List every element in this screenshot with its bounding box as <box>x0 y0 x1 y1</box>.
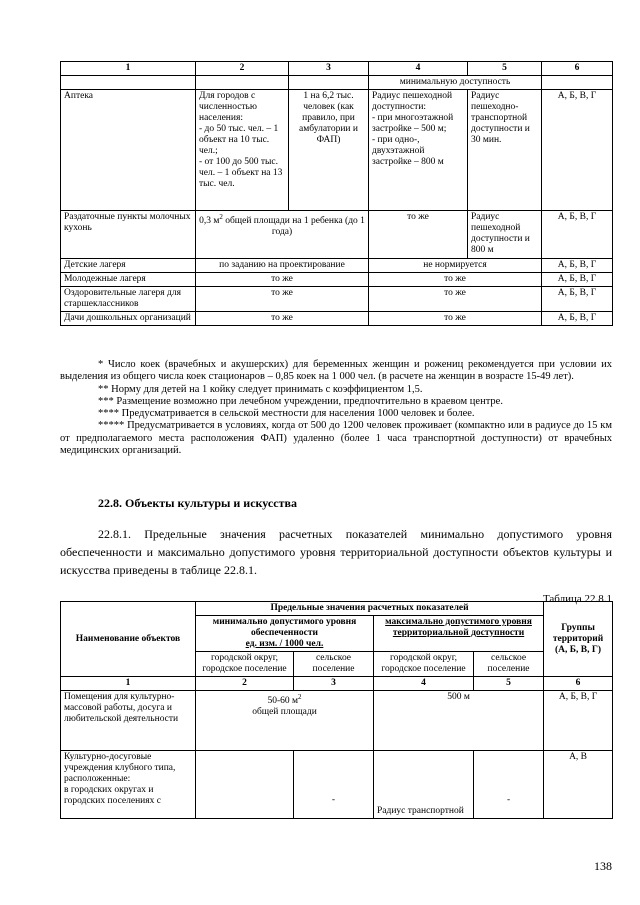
col-num: 2 <box>196 677 294 691</box>
col-num: 4 <box>369 62 468 76</box>
cell: - <box>474 751 544 819</box>
cell: Радиус транспортной <box>374 751 474 819</box>
cell: - <box>294 751 374 819</box>
footnote: * Число коек (врачебных и акушерских) для беременных женщин и рожениц рекомендуется при условии их выделения из общего числа коек стационаров – 0,85 коек на 1 000 чел. (в расчете на женщин в возрасте 15-49 лет). <box>60 359 612 383</box>
cell: не нормируется <box>369 259 542 273</box>
column-number-row <box>61 677 613 691</box>
row-name: Детские лагеря <box>61 259 196 273</box>
cell: 500 м <box>374 691 544 751</box>
table-row <box>61 273 613 287</box>
cell: А, Б, В, Г <box>544 691 613 751</box>
footnote: **** Предусматривается в сельской местности для населения 1000 человек и более. <box>98 408 475 420</box>
cell: то же <box>369 287 542 312</box>
row-name: Молодежные лагеря <box>61 273 196 287</box>
cell: А, Б, В, Г <box>542 211 613 259</box>
header-territory: Группы территорий (А, Б, В, Г) <box>544 602 613 677</box>
header-name: Наименование объектов <box>61 602 196 677</box>
header-min: минимально допустимого уровня обеспеченности ед. изм. / 1000 чел. <box>196 616 374 652</box>
cell: то же <box>369 273 542 287</box>
header-group: Предельные значения расчетных показателей <box>196 602 544 616</box>
row-name: Помещения для культурно-массовой работы, досуга и любительской деятельности <box>61 691 196 751</box>
col-num: 4 <box>374 677 474 691</box>
header-max: максимально допустимого уровня территориальной доступности <box>374 616 544 652</box>
table-row <box>61 751 613 819</box>
subheader-cell: минимальную доступность <box>369 76 542 90</box>
cell: А, Б, В, Г <box>542 90 613 211</box>
header-rural: сельское поселение <box>294 652 374 677</box>
cell: Для городов с численностью населения: - до 50 тыс. чел. – 1 объект на 10 тыс. чел.; - от 100 до 500 тыс. чел. – 1 объект на 13 тыс. чел. <box>196 90 289 211</box>
table-row <box>61 312 613 326</box>
col-num: 3 <box>294 677 374 691</box>
cell: А, Б, В, Г <box>542 259 613 273</box>
page-number: 138 <box>594 859 612 873</box>
footnote: *** Размещение возможно при лечебном учреждении, предпочтительно в краевом центре. <box>98 395 503 407</box>
table-row <box>61 259 613 273</box>
col-num: 6 <box>542 62 613 76</box>
cell: то же <box>196 312 369 326</box>
table-row <box>61 211 613 259</box>
footnote: ***** Предусматривается в условиях, когда от 500 до 1200 человек проживает (компактно или в радиусе до 15 км от предполагаемого места расположения ФАП) удаленно (более 1 часа транспортной доступности) от врачебных медицинских организаций. <box>60 420 612 457</box>
col-num: 1 <box>61 62 196 76</box>
table-caption: Таблица 22.8.1 <box>542 593 612 605</box>
cell: то же <box>369 312 542 326</box>
cell: то же <box>196 273 369 287</box>
header-row <box>61 602 613 616</box>
row-name: Дачи дошкольных организаций <box>61 312 196 326</box>
col-num: 1 <box>61 677 196 691</box>
cell: то же <box>369 211 468 259</box>
row-name: Культурно-досуговые учреждения клубного типа, расположенные: в городских округах и городских поселениях с <box>61 751 196 819</box>
footnotes <box>60 359 612 457</box>
table-row <box>61 691 613 751</box>
row-name: Аптека <box>61 90 196 211</box>
cell: по заданию на проектирование <box>196 259 369 273</box>
section-title: 22.8. Объекты культуры и искусства <box>98 496 297 510</box>
header-city: городской округ, городское поселение <box>374 652 474 677</box>
culture-objects-table <box>60 601 613 819</box>
cell: 50-60 $м^2$ общей площади <box>196 691 374 751</box>
table-row <box>61 287 613 312</box>
cell: то же <box>196 287 369 312</box>
col-num: 2 <box>196 62 289 76</box>
cell: А, Б, В, Г <box>542 287 613 312</box>
cell: Радиус пешеходной доступности: - при многоэтажной застройке – 500 м; - при одно-, двухэтажной застройке – 800 м <box>369 90 468 211</box>
cell: А, В <box>544 751 613 819</box>
row-name: Оздоровительные лагеря для старшеклассников <box>61 287 196 312</box>
cell: 0,3 $м^2$ общей площади на 1 ребенка (до 1 года) <box>196 211 369 259</box>
col-num: 5 <box>474 677 544 691</box>
header-city: городской округ, городское поселение <box>196 652 294 677</box>
table-row <box>61 90 613 211</box>
cell: А, Б, В, Г <box>542 273 613 287</box>
cell: 1 на 6,2 тыс. человек (как правило, при амбулатории и ФАП) <box>289 90 369 211</box>
col-num: 3 <box>289 62 369 76</box>
col-num: 6 <box>544 677 613 691</box>
header-rural: сельское поселение <box>474 652 544 677</box>
cell: Радиус пешеходно-транспортной доступности и 30 мин. <box>468 90 542 211</box>
cell: А, Б, В, Г <box>542 312 613 326</box>
cell: Радиус пешеходной доступности и 800 м <box>468 211 542 259</box>
row-name: Раздаточные пункты молочных кухонь <box>61 211 196 259</box>
subheader-row <box>61 76 613 90</box>
column-number-row <box>61 62 613 76</box>
section-paragraph: 22.8.1. Предельные значения расчетных показателей минимально допустимого уровня обеспеченности и максимально допустимого уровня территориальной доступности объектов культуры и искусства приведены в таблице 22.8.1. <box>60 527 612 577</box>
footnote: ** Норму для детей на 1 койку следует принимать с коэффициентом 1,5. <box>98 383 423 395</box>
col-num: 5 <box>468 62 542 76</box>
health-objects-table <box>60 61 613 326</box>
